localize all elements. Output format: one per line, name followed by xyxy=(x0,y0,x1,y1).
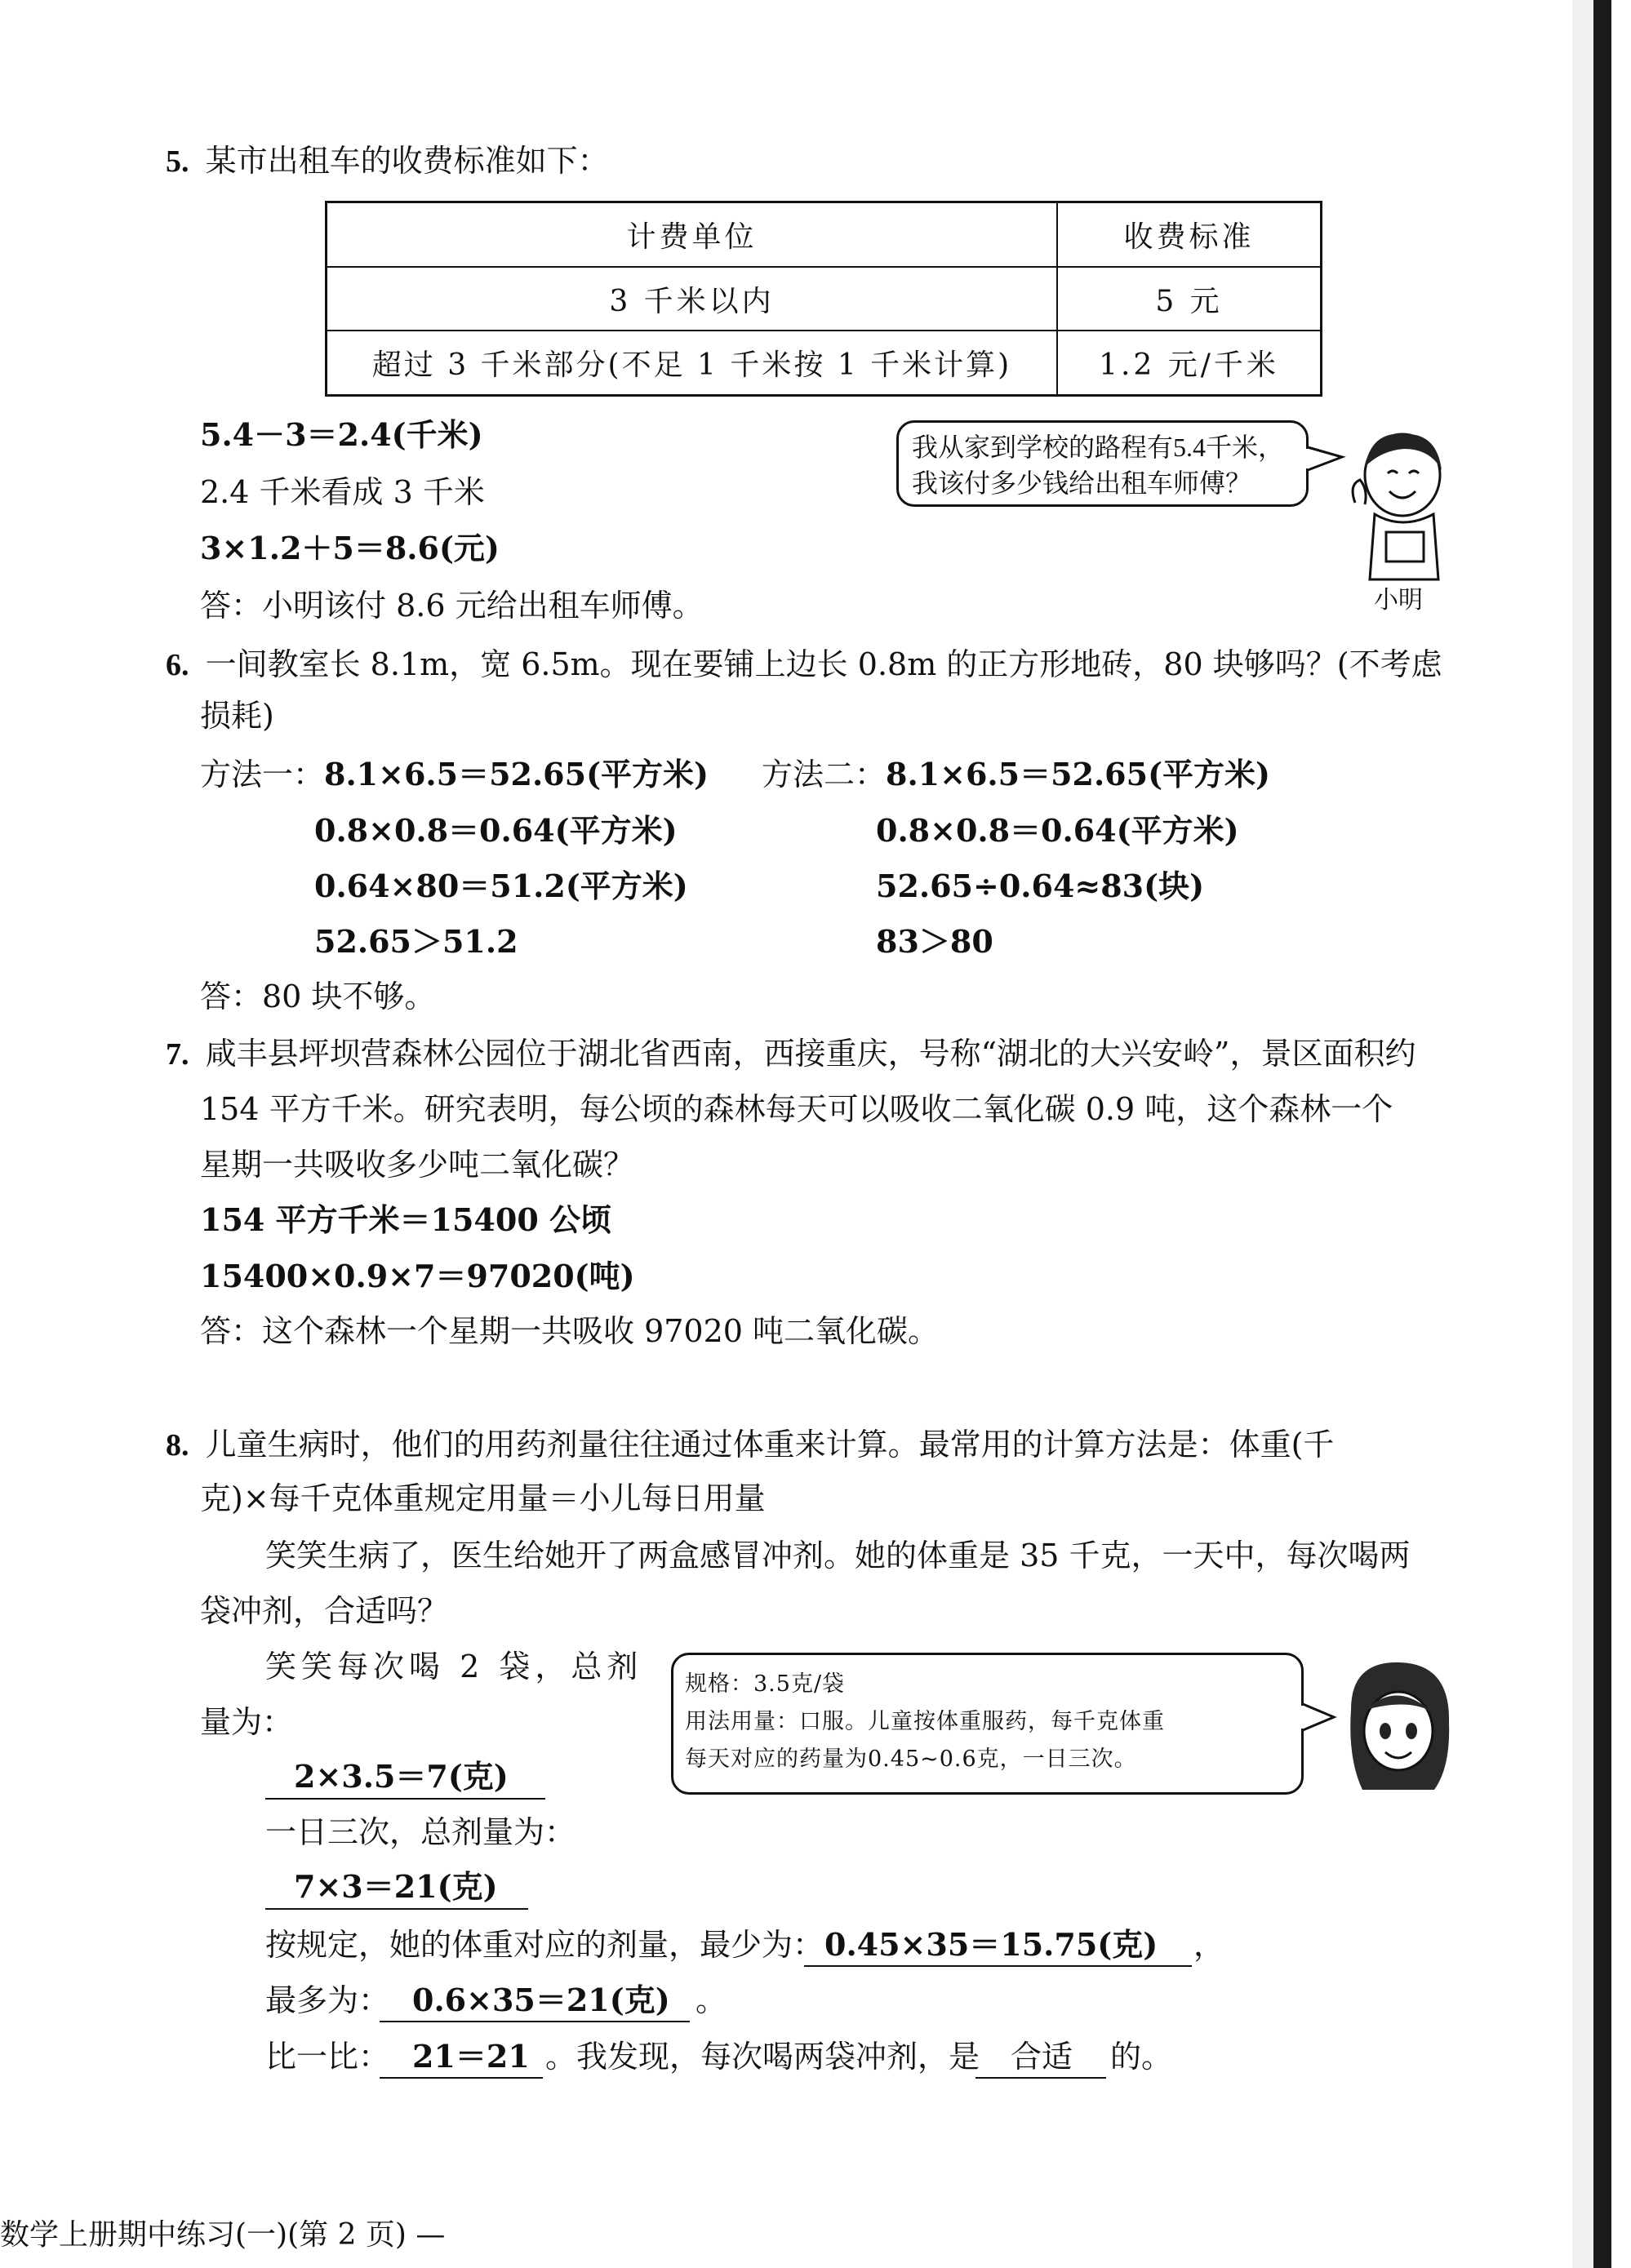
q8-prompt-text: 儿童生病时，他们的用药剂量往往通过体重来计算。最常用的计算方法是：体重(千 xyxy=(205,1427,1335,1462)
boy-character-icon xyxy=(1339,424,1461,588)
dosage-line-3: 每天对应的药量为0.45~0.6克，一日三次。 xyxy=(685,1746,1137,1772)
dosage-line-1: 规格：3.5克/袋 xyxy=(685,1671,846,1697)
q8-step1-line-2: 量为： xyxy=(200,1704,294,1740)
q6-answer: 答：80 块不够。 xyxy=(200,979,436,1014)
q5-prompt: 某市出租车的收费标准如下： xyxy=(205,143,609,179)
q8-step5-end: 的。 xyxy=(1110,2039,1173,2075)
table-cell: 超过 3 千米部分(不足 1 千米按 1 千米计算) xyxy=(371,348,1012,382)
q6-method1-line-2: 0.8×0.8＝0.64(平方米) xyxy=(314,812,678,849)
page-edge-shadow xyxy=(1572,0,1593,2268)
q5-heading xyxy=(166,145,609,177)
q7-prompt-line-1 xyxy=(166,1038,1415,1070)
q6-method1-line-4: 52.65＞51.2 xyxy=(314,923,518,960)
q6-prompt-line-2: 损耗) xyxy=(200,698,274,734)
table-cell: 5 元 xyxy=(1155,284,1223,318)
answer-underline xyxy=(380,2021,690,2022)
q8-step5-answer: 21＝21 xyxy=(412,2038,530,2075)
q7-work-line-2: 15400×0.9×7＝97020(吨) xyxy=(200,1258,635,1294)
q7-prompt-text: 咸丰县坪坝营森林公园位于湖北省西南，西接重庆，号称“湖北的大兴安岭”，景区面积约 xyxy=(205,1036,1416,1072)
q8-step4-label: 最多为： xyxy=(265,1982,390,2018)
q8-paragraph-line-1: 笑笑生病了，医生给她开了两盒感冒冲剂。她的体重是 35 千克，一天中，每次喝两 xyxy=(265,1538,1411,1573)
q6-method2-step: 8.1×6.5＝52.65(平方米) xyxy=(886,756,1271,792)
q7-prompt-line-3: 星期一共吸收多少吨二氧化碳？ xyxy=(200,1147,635,1183)
q7-work-line-1: 154 平方千米＝15400 公顷 xyxy=(200,1201,611,1238)
answer-underline xyxy=(380,2077,543,2079)
q6-method2-line-3: 52.65÷0.64≈83(块) xyxy=(876,868,1205,904)
q6-method2-line-2: 0.8×0.8＝0.64(平方米) xyxy=(876,812,1239,849)
q8-step1-answer: 2×3.5＝7(克) xyxy=(294,1758,509,1795)
character-name-xiaoming: 小明 xyxy=(1374,587,1423,614)
q7-prompt-line-2: 154 平方千米。研究表明，每公顷的森林每天可以吸收二氧化碳 0.9 吨，这个森林一个 xyxy=(200,1091,1393,1127)
q8-step4-end: 。 xyxy=(696,1982,727,2018)
q8-step2-answer: 7×3＝21(克) xyxy=(294,1868,498,1905)
q7-number: 7. xyxy=(166,1037,189,1072)
q8-step4-answer: 0.6×35＝21(克) xyxy=(412,1982,670,2018)
q6-prompt-line-1 xyxy=(166,646,1442,682)
bubble-line-1: 我从家到学校的路程有5.4千米， xyxy=(912,433,1285,462)
q5-work-line-1: 5.4－3＝2.4(千米) xyxy=(200,416,483,453)
bubble-line-2: 我该付多少钱给出租车师傅？ xyxy=(912,468,1252,498)
q8-step5-label: 比一比： xyxy=(265,2039,390,2075)
q8-prompt-line-2: 克)×每千克体重规定用量＝小儿每日用量 xyxy=(200,1480,766,1516)
q5-work-text: 2.4 千米看成 3 千米 xyxy=(200,474,485,510)
dosage-speech-bubble xyxy=(671,1653,1304,1795)
fare-table xyxy=(325,201,1322,397)
q7-answer: 答：这个森林一个星期一共吸收 97020 吨二氧化碳。 xyxy=(200,1313,940,1349)
dosage-line-2: 用法用量：口服。儿童按体重服药，每千克体重 xyxy=(685,1709,1165,1734)
table-cell: 1.2 元/千米 xyxy=(1099,348,1279,382)
q6-method2-line-4: 83＞80 xyxy=(876,923,993,960)
q8-step3-label: 按规定，她的体重对应的剂量，最少为： xyxy=(265,1927,824,1963)
q8-step5-fill: 合适 xyxy=(1011,2039,1073,2075)
q8-step5-mid: 。我发现，每次喝两袋冲剂，是 xyxy=(545,2039,980,2075)
q6-method1-label: 方法一： xyxy=(200,757,325,792)
table-header-unit: 计费单位 xyxy=(626,220,758,254)
answer-underline xyxy=(265,1798,545,1800)
q8-step3-answer: 0.45×35＝15.75(克) xyxy=(824,1926,1158,1963)
q6-method2-label: 方法二： xyxy=(762,757,887,792)
q8-step1-line-1: 笑笑每次喝 2 袋，总剂 xyxy=(265,1649,643,1684)
q6-method1-line-3: 0.64×80＝51.2(平方米) xyxy=(314,868,688,904)
q5-work-line-2 xyxy=(200,474,485,510)
q6-number: 6. xyxy=(166,648,189,682)
answer-underline xyxy=(975,2077,1106,2079)
q8-step3-end: ， xyxy=(1193,1927,1225,1963)
q8-prompt-line-1 xyxy=(166,1429,1334,1461)
girl-character-icon xyxy=(1327,1653,1465,1791)
q5-number: 5. xyxy=(166,144,189,179)
q6-method1-step: 8.1×6.5＝52.65(平方米) xyxy=(324,756,709,792)
table-cell: 3 千米以内 xyxy=(609,284,775,318)
page-edge-border xyxy=(1593,0,1611,2268)
xiaoming-speech-bubble xyxy=(896,420,1309,507)
table-header-fee: 收费标准 xyxy=(1123,220,1255,254)
q6-method2-line-1 xyxy=(762,756,1271,792)
answer-underline xyxy=(265,1908,528,1910)
q5-work-line-3: 3×1.2＋5＝8.6(元) xyxy=(200,530,500,566)
q8-paragraph-line-2: 袋冲剂，合适吗？ xyxy=(200,1593,449,1629)
q6-prompt-text: 一间教室长 8.1m，宽 6.5m。现在要铺上边长 0.8m 的正方形地砖，80 块够吗？(不考虑 xyxy=(205,646,1442,682)
page-footer: 数学上册期中练习(一)(第 2 页) — xyxy=(0,2218,446,2252)
answer-underline xyxy=(804,1965,1192,1967)
q8-number: 8. xyxy=(166,1428,189,1462)
q5-answer: 答：小明该付 8.6 元给出租车师傅。 xyxy=(200,588,704,624)
q6-method1-line-1 xyxy=(200,756,709,792)
q8-step2-label: 一日三次，总剂量为： xyxy=(265,1814,576,1850)
